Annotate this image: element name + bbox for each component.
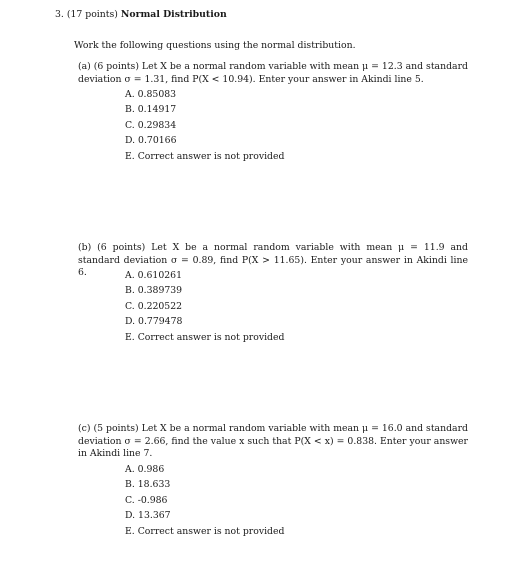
part-b-choices <box>125 268 284 345</box>
choice-b: B. 0.14917 <box>125 104 177 116</box>
part-c-choices <box>125 462 284 539</box>
choice-e: E. Correct answer is not provided <box>125 525 285 537</box>
question-intro: Work the following questions using the normal distribution. <box>74 40 356 51</box>
choice-c: C. 0.29834 <box>125 119 177 131</box>
choice-d: D. 13.367 <box>125 510 171 522</box>
question-number: 3. <box>55 9 64 20</box>
part-text: (5 points) Let X be a normal random variable with mean μ = 16.0 and standard deviation σ = 2.66, find the value x such that P(X < x) = 0.838. Enter your answer in Akindi line 7. <box>78 423 468 459</box>
question-points: (17 points) <box>66 9 118 20</box>
choice-d: D. 0.70166 <box>125 135 177 147</box>
question-title: Normal Distribution <box>120 9 227 20</box>
choice-a: A. 0.85083 <box>125 89 177 100</box>
choice-a: A. 0.610261 <box>125 270 182 281</box>
part-label: (c) <box>78 423 91 434</box>
part-text: (6 points) Let X be a normal random variable with mean μ = 11.9 and standard deviation σ = 0.89, find P(X > 11.65). Enter your answer in Akindi line 6. <box>78 242 468 278</box>
choice-c: C. 0.220522 <box>125 300 183 312</box>
part-text: (6 points) Let X be a normal random variable with mean μ = 12.3 and standard deviation σ = 1.31, find P(X < 10.94). Enter your answer in Akindi line 5. <box>78 61 468 85</box>
choice-e: E. Correct answer is not provided <box>125 331 285 343</box>
part-label: (a) <box>78 61 91 72</box>
choice-c: C. -0.986 <box>125 494 168 506</box>
part-label: (b) <box>78 242 92 253</box>
choice-b: B. 18.633 <box>125 479 171 491</box>
choice-b: B. 0.389739 <box>125 285 183 297</box>
part-a-prompt <box>78 61 468 86</box>
part-a-choices <box>125 87 284 164</box>
choice-e: E. Correct answer is not provided <box>125 150 285 162</box>
question-header <box>55 9 227 21</box>
part-c-prompt <box>78 423 468 461</box>
choice-a: A. 0.986 <box>125 464 165 475</box>
choice-d: D. 0.779478 <box>125 316 183 328</box>
